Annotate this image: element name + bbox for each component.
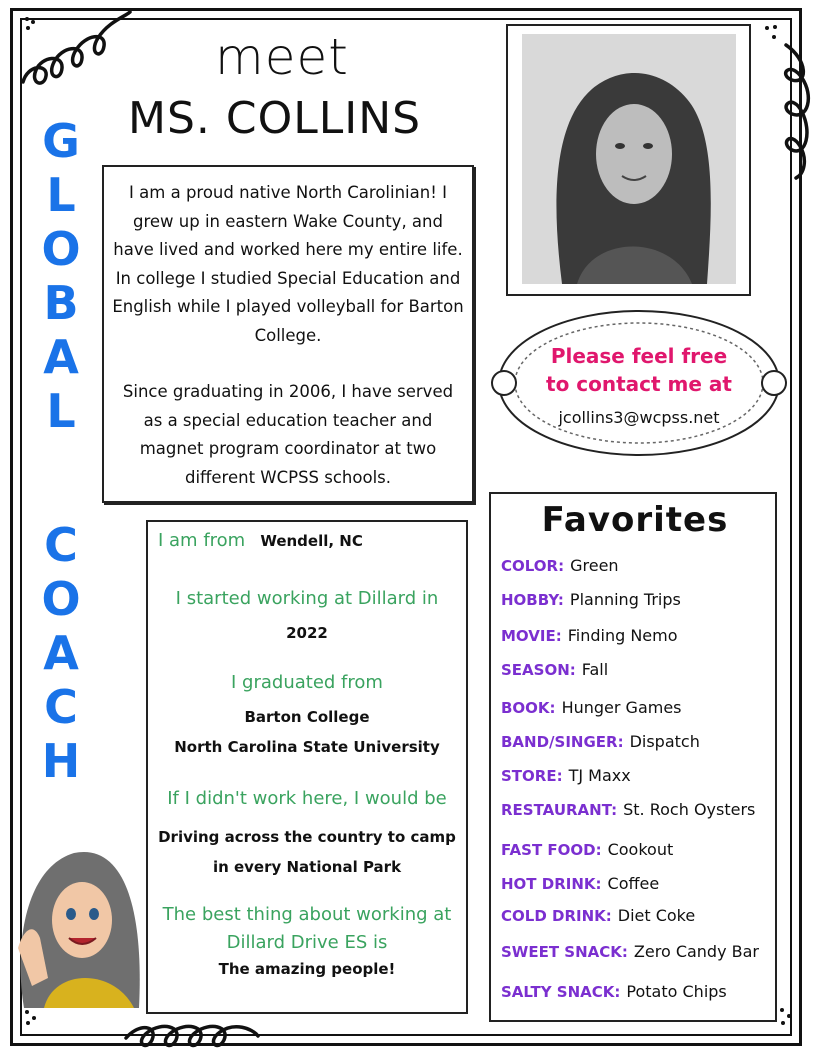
teacher-name: MS. COLLINS: [128, 93, 422, 144]
coach-letter: C: [44, 680, 78, 734]
favorite-value: Potato Chips: [626, 982, 727, 1001]
bio-paragraph: I am a proud native North Carolinian! I grew up in eastern Wake County, and have lived and worked here my entire life. In college I studied Special Education and English while I played volleyball for Barton College.: [112, 183, 464, 345]
meet-heading: meet: [215, 28, 349, 86]
favorite-label: SEASON:: [501, 661, 576, 679]
favorite-value: Cookout: [607, 840, 674, 859]
global-letter: O: [41, 222, 81, 276]
bitmoji-avatar: [14, 828, 146, 1008]
favorite-value: St. Roch Oysters: [623, 800, 756, 819]
favorite-row: [501, 800, 755, 819]
coach-letter: C: [44, 518, 78, 572]
from-label: I am from: [158, 530, 246, 551]
favorite-value: Fall: [581, 660, 609, 679]
favorite-row: [501, 840, 673, 859]
favorite-value: TJ Maxx: [568, 766, 631, 785]
wouldbe-label: If I didn't work here, I would be: [167, 788, 447, 809]
favorite-label: BAND/SINGER:: [501, 733, 624, 751]
bio-box: [102, 165, 474, 503]
favorites-box: [489, 492, 777, 1022]
favorite-label: COLD DRINK:: [501, 907, 612, 925]
favorite-label: RESTAURANT:: [501, 801, 618, 819]
favorite-value: Coffee: [607, 874, 660, 893]
favorite-label: HOBBY:: [501, 591, 564, 609]
wouldbe-value: in every National Park: [212, 858, 402, 876]
wouldbe-value: Driving across the country to camp: [158, 828, 456, 846]
global-letter: A: [43, 330, 79, 384]
favorite-label: MOVIE:: [501, 627, 562, 645]
favorite-row: [501, 766, 631, 785]
graduated-value: Barton College: [244, 708, 370, 726]
contact-badge: [486, 302, 792, 464]
favorite-label: SALTY SNACK:: [501, 983, 621, 1001]
started-label: I started working at Dillard in: [175, 588, 439, 609]
best-label: Dillard Drive ES is: [226, 932, 388, 953]
favorite-value: Zero Candy Bar: [633, 942, 759, 961]
coach-letter: O: [41, 572, 81, 626]
favorite-label: SWEET SNACK:: [501, 943, 628, 961]
email-address: jcollins3@wcpss.net: [558, 408, 720, 427]
favorite-label: FAST FOOD:: [501, 841, 602, 859]
bio-paragraph: Since graduating in 2006, I have served as a special education teacher and magnet program coordinator at two different WCPSS schools.: [122, 382, 454, 487]
coach-letter: A: [43, 626, 79, 680]
contact-line: to contact me at: [546, 372, 732, 396]
contact-line: Please feel free: [550, 344, 728, 368]
portrait-illustration: [522, 34, 736, 284]
favorite-value: Hunger Games: [561, 698, 682, 717]
favorite-row: [501, 590, 681, 609]
favorite-row: [501, 698, 682, 717]
best-value: The amazing people!: [218, 960, 396, 978]
favorite-label: HOT DRINK:: [501, 875, 602, 893]
loop-doodle-bottom: [122, 1018, 262, 1052]
favorites-title: Favorites: [541, 500, 729, 540]
favorite-label: COLOR:: [501, 557, 565, 575]
favorite-row: [501, 942, 759, 961]
global-letter: L: [46, 168, 76, 222]
favorite-row: [501, 982, 727, 1001]
started-value: 2022: [286, 624, 328, 642]
coach-letter: H: [41, 734, 81, 788]
favorite-row: [501, 874, 659, 893]
dots-doodle-top-right: [764, 24, 780, 42]
favorite-row: [501, 556, 619, 575]
best-label: The best thing about working at: [162, 904, 452, 925]
favorite-value: Finding Nemo: [567, 626, 678, 645]
vertical-word-coach: [36, 518, 86, 788]
favorite-value: Green: [570, 556, 619, 575]
loop-doodle-right: [778, 40, 814, 180]
vertical-word-global: [36, 114, 86, 438]
about-box: [146, 520, 468, 1014]
contact-heading: [486, 342, 792, 398]
favorite-row: [501, 906, 695, 925]
favorite-value: Diet Coke: [617, 906, 696, 925]
graduated-label: I graduated from: [231, 672, 383, 693]
global-letter: L: [46, 384, 76, 438]
favorite-label: BOOK:: [501, 699, 556, 717]
global-letter: G: [42, 114, 80, 168]
favorite-row: [501, 732, 700, 751]
portrait-photo: [522, 34, 736, 284]
dots-doodle-bottom-right: [778, 1006, 794, 1028]
favorite-label: STORE:: [501, 767, 563, 785]
photo-frame: [506, 24, 751, 296]
dots-doodle-top-left: [24, 16, 38, 32]
favorite-value: Planning Trips: [569, 590, 681, 609]
favorite-row: [501, 660, 608, 679]
graduated-value: North Carolina State University: [174, 738, 440, 756]
favorite-value: Dispatch: [629, 732, 700, 751]
dots-doodle-bottom-left: [24, 1008, 40, 1026]
favorite-row: [501, 626, 678, 645]
global-letter: B: [43, 276, 79, 330]
from-value: Wendell, NC: [260, 532, 363, 550]
